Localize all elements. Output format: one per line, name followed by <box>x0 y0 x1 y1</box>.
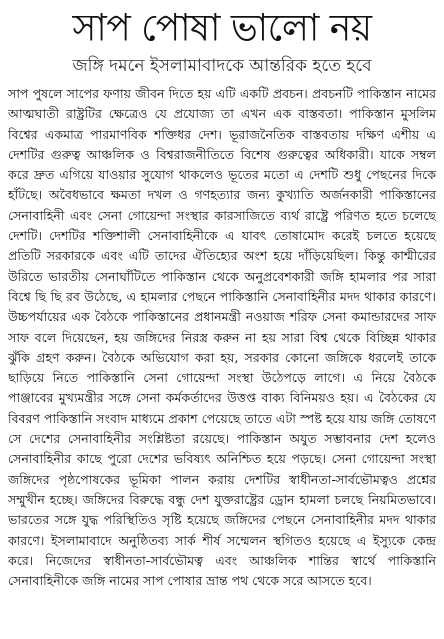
article-body <box>8 84 436 591</box>
article-paragraph: সাপ পুষলে সাপের ফণায় জীবন দিতে হয় এটি একটি প্রবচন। প্রবচনটি পাকিস্তান নামের আত্মঘাতী রাষ্ট্রটির ক্ষেত্রেও যে প্রযোজ্য তা এখন এক বাস্তবতা। পাকিস্তান মুসলিম বিশ্বের একমাত্র পারমাণবিক শক্তিধর দেশ। ভূরাজনৈতিক বাস্তবতায় দক্ষিণ এশীয় এ দেশটির গুরুত্ব আঞ্চলিক ও বিশ্বরাজনীতিতে বিশেষ গুরুত্বের অধিকারী। যাকে সম্বল করে দ্রুত এগিয়ে যাওয়ার সুযোগ থাকলেও ভূতের মতো এ দেশটি শুধু পেছনের দিকে হাঁটছে। অবৈধভাবে ক্ষমতা দখল ও গণহত্যার জন্য কুখ্যাতি অর্জনকারী পাকিস্তানের সেনাবাহিনী এবং সেনা গোয়েন্দা সংস্থার কারসাজিতে ব্যর্থ রাষ্ট্রে পরিণত হতে চলেছে দেশটি। দেশটির শক্তিশালী সেনাবাহিনীকে এ যাবৎ তোষামোদ করেই চলতে হয়েছে প্রতিটি সরকারকে এবং এটি তাদের ঐতিহ্যের অংশ হয়ে দাঁড়িয়েছিল। কিন্তু কাশ্মীরের উরিতে ভারতীয় সেনাঘাঁটিতে পাকিস্তান থেকে অনুপ্রবেশকারী জঙ্গি হামলার পর সারা বিশ্বে ছি ছি রব উঠেছে, এ হামলার পেছনে পাকিস্তানি সেনাবাহিনীর মদদ থাকার কারণে। উচ্চপর্যায়ের এক বৈঠকে পাকিস্তানের প্রধানমন্ত্রী নওয়াজ শরিফ সেনা কমান্ডারদের সাফ সাফ বলে দিয়েছেন, হয় জঙ্গিদের নিরস্ত্র করুন না হয় সারা বিশ্ব থেকে বিচ্ছিন্ন থাকার ঝুঁকি গ্রহণ করুন। বৈঠকে অভিযোগ করা হয়, সরকার কোনো জঙ্গিকে ধরলেই তাকে ছাড়িয়ে নিতে পাকিস্তানি সেনা গোয়েন্দা সংস্থা উঠেপড়ে লাগে। এ নিয়ে বৈঠকে পাঞ্জাবের মুখ্যমন্ত্রীর সঙ্গে সেনা কর্মকর্তাদের উত্তপ্ত বাক্য বিনিময়ও হয়। এ বৈঠকের যে বিবরণ পাকিস্তানি সংবাদ মাধ্যমে প্রকাশ পেয়েছে তাতে এটা স্পষ্ট হয়ে যায় জঙ্গি তোষণে সে দেশের সেনাবাহিনীর সংশ্লিষ্টতা রয়েছে। পাকিস্তান অযুত সম্ভাবনার দেশ হলেও সেনাবাহিনীর কাছে পুরো দেশের ভবিষ্যৎ অনিশ্চিত হয়ে পড়ছে। সেনা গোয়েন্দা সংস্থা জঙ্গিদের পৃষ্ঠপোষকের ভূমিকা পালন করায় দেশটির স্বাধীনতা-সার্বভৌমত্বও প্রশ্নের সম্মুখীন হচ্ছে। জঙ্গিদের বিরুদ্ধে বন্ধু দেশ যুক্তরাষ্ট্রের ড্রোন হামলা চলছে নিয়মিতভাবে। ভারতের সঙ্গে যুদ্ধ পরিস্থিতিও সৃষ্টি হয়েছে জঙ্গিদের পেছনে সেনাবাহিনীর মদদ থাকার কারণে। ইসলামাবাদে অনুষ্ঠিতব্য সার্ক শীর্ষ সম্মেলন স্থগিতও হয়েছে এ ইস্যুকে কেন্দ্র করে। নিজেদের স্বাধীনতা-সার্বভৌমত্ব এবং আঞ্চলিক শান্তির স্বার্থে পাকিস্তানি সেনাবাহিনীকে জঙ্গি নামের সাপ পোষার ভ্রান্ত পথ থেকে সরে আসতে হবে। <box>8 86 436 589</box>
subheadline: জঙ্গি দমনে ইসলামাবাদকে আন্তরিক হতে হবে <box>72 56 372 76</box>
headline: সাপ পোষা ভালো নয় <box>72 6 372 50</box>
